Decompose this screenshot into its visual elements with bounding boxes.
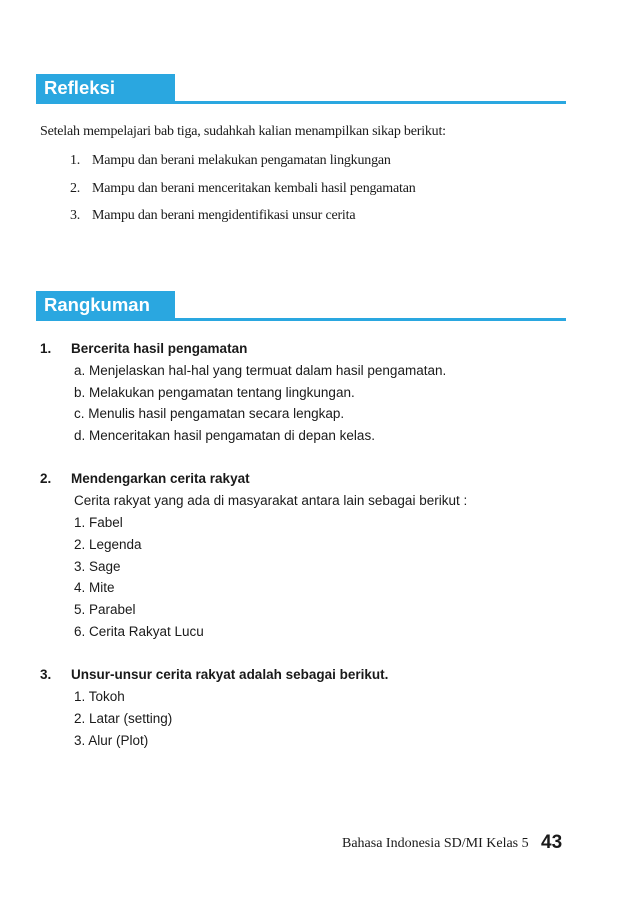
- section-heading: Unsur-unsur cerita rakyat adalah sebagai berikut.: [71, 667, 389, 682]
- refleksi-item: Mampu dan berani mengidentifikasi unsur cerita: [92, 208, 356, 223]
- refleksi-title: Refleksi: [36, 74, 175, 101]
- section-intro: Cerita rakyat yang ada di masyarakat antara lain sebagai berikut :: [74, 493, 468, 508]
- section-num: 2.: [40, 471, 52, 486]
- refleksi-item-num: 3.: [70, 208, 81, 223]
- list-item: a. Menjelaskan hal-hal yang termuat dalam hasil pengamatan.: [74, 363, 447, 378]
- list-item: 1. Fabel: [74, 515, 123, 530]
- list-item: 3. Alur (Plot): [74, 733, 149, 748]
- rangkuman-title: Rangkuman: [36, 291, 175, 318]
- section-num: 3.: [40, 667, 52, 682]
- rangkuman-rule: [36, 318, 566, 321]
- section-heading: Bercerita hasil pengamatan: [71, 341, 248, 356]
- section-num: 1.: [40, 341, 52, 356]
- list-item: 3. Sage: [74, 559, 121, 574]
- refleksi-intro: Setelah mempelajari bab tiga, sudahkah kalian menampilkan sikap berikut:: [40, 124, 446, 139]
- list-item: b. Melakukan pengamatan tentang lingkungan.: [74, 385, 355, 400]
- refleksi-item-num: 1.: [70, 153, 81, 168]
- refleksi-item: Mampu dan berani melakukan pengamatan lingkungan: [92, 153, 391, 168]
- list-item: d. Menceritakan hasil pengamatan di depan kelas.: [74, 428, 375, 443]
- refleksi-rule: [36, 101, 566, 104]
- section-heading: Mendengarkan cerita rakyat: [71, 471, 250, 486]
- footer-book-title: Bahasa Indonesia SD/MI Kelas 5: [342, 836, 529, 851]
- refleksi-item: Mampu dan berani menceritakan kembali hasil pengamatan: [92, 181, 416, 196]
- list-item: 2. Latar (setting): [74, 711, 173, 726]
- list-item: 5. Parabel: [74, 602, 136, 617]
- refleksi-item-num: 2.: [70, 181, 81, 196]
- refleksi-header: [36, 74, 566, 104]
- list-item: 6. Cerita Rakyat Lucu: [74, 624, 204, 639]
- list-item: 4. Mite: [74, 580, 115, 595]
- list-item: 2. Legenda: [74, 537, 142, 552]
- rangkuman-header: [36, 291, 566, 321]
- page-number: 43: [541, 832, 563, 853]
- list-item: c. Menulis hasil pengamatan secara lengkap.: [74, 406, 345, 421]
- list-item: 1. Tokoh: [74, 689, 125, 704]
